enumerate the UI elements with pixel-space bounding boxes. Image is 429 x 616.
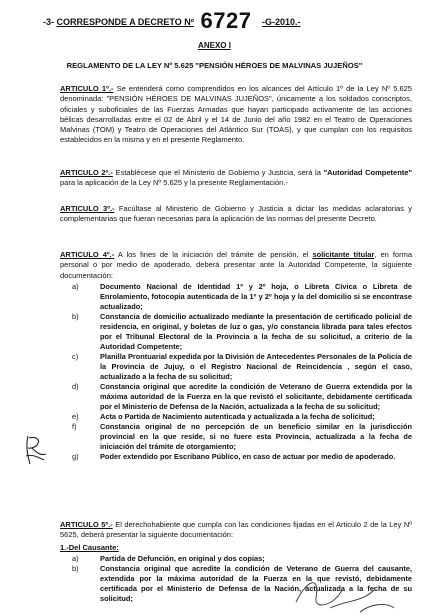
list-item: a) Partida de Defunción, en original y dos copias;	[72, 554, 265, 563]
article-2-text-a: Establécese que el Ministerio de Gobierno y Justicia, será la	[112, 168, 324, 177]
list-item: a) Documento Nacional de Identidad 1º y 2º hoja, o Libreta Cívica o Libreta de Enrolamiento, fotocopia autenticada de la 1º y 2º hoja y la del domicilio si se encontrase actualizado;	[72, 282, 412, 311]
list-item: d) Constancia original que acredite la condición de Veterano de Guerra extendida por la máxima autoridad de la Fuerza en la que revistó el solicitante, debidamente certificada por el Ministerio de Defensa de la Nación, actualizada a la fecha de su solicitud;	[72, 382, 412, 411]
article-4-text-b: , en forma personal o por medio de apoderado, deberá presentar ante la Autoridad Competente, la siguiente documentación:	[60, 250, 413, 280]
article-3-text: Facúltase al Ministerio de Gobierno y Justicia a dictar las medidas aclaratorias y complementarias que fueran necesarias para la aplicación de las normas del presente Decreto.	[60, 204, 413, 224]
decree-header	[43, 8, 301, 34]
list-item: f) Constancia original de no percepción de un beneficio similar en la jurisdicción provincial en la que reside, si no fuere esta Provincia, actualizada a la fecha de iniciación del trámite de otorgamiento;	[72, 422, 412, 451]
article-2-label: ARTICULO 2º.-	[60, 168, 113, 177]
article-1	[60, 84, 412, 146]
decree-suffix: -G-2010.-	[261, 17, 301, 27]
article-2	[60, 168, 412, 189]
regulation-title: REGLAMENTO DE LA LEY Nº 5.625 "PENSIÓN HÉROES DE MALVINAS JUJEÑOS"	[66, 61, 363, 70]
article-4-text-underlined: solicitante titular	[312, 250, 375, 259]
article-4-label: ARTICULO 4º.-	[60, 250, 115, 259]
list-item: b) Constancia de domicilio actualizado mediante la presentación de certificado policial de residencia, en original, y boletas de luz o gas, y/o constancia librada para tales efectos por el Tribunal Electoral de la Provincia a la fecha de su solicitud, a criterio de la Autoridad Competente;	[72, 312, 412, 351]
article-4-list	[60, 282, 412, 462]
decree-label: CORRESPONDE A DECRETO Nº	[56, 17, 194, 27]
article-4	[60, 250, 412, 281]
list-item: b) Constancia original que acredite la condición de Veterano de Guerra del causante, extendida por la máxima autoridad de la Fuerza en la que revistó, debidamente certificada por el Ministerio de Defensa de la Nación, actualizada a la fecha de su solicitud;	[72, 564, 412, 603]
handwritten-initial-mark	[22, 432, 50, 468]
decree-number: 6727	[200, 8, 252, 33]
article-5-label: ARTICULO 5º.-	[60, 520, 113, 529]
article-4-text-a: A los fines de la iniciación del trámite de pensión, el	[114, 250, 313, 259]
article-5-subheading: 1.-Del Causante:	[60, 543, 119, 552]
article-2-text-b: para la aplicación de la Ley Nº 5.625 y la presente Reglamentación.-	[60, 178, 288, 188]
article-5-text: El derechohabiente que cumpla con las condiciones fijadas en el Articulo 2 de la Ley Nº 5625, deberá presentar la siguiente documentación:	[60, 520, 412, 540]
page-number: -3-	[43, 17, 54, 27]
article-5	[60, 520, 412, 541]
article-1-label: ARTICULO 1º.-	[60, 84, 114, 93]
handwritten-signature-mark	[290, 572, 400, 616]
article-1-text: Se entenderá como comprendidos en los alcances del Artículo 1º de la Ley Nº 5.625 denominada: "PENSIÓN HÉROES DE MALVINAS JUJEÑOS", únicamente a los soldados conscriptos, oficiales y suboficiales de las Fuerzas Armadas que hayan participado activamente de las acciones bélicas desarrolladas entre el 02 de Abril y el 14 de Junio del año 1982 en el Teatro de Operaciones Malvinas (TOM) y Teatro de Operaciones del Atlántico Sur (TOAS), y que cumplan con los requisitos establecidos en la misma y en el presente Reglamento.	[60, 84, 412, 145]
list-item: e) Acta o Partida de Nacimiento autenticada y actualizada a la fecha de solicitud;	[72, 412, 375, 421]
article-3-label: ARTICULO 3º.-	[60, 204, 115, 213]
article-2-text-bold: "Autoridad Competente"	[323, 168, 413, 177]
list-item: c) Planilla Prontuarial expedida por la División de Antecedentes Personales de la Policía de la Provincia de Jujuy, o el Registro Nacional de Reincidencia , según el caso, actualizado a la fecha de su solicitud;	[72, 352, 412, 381]
annex-title: ANEXO I	[198, 41, 231, 50]
list-item: g) Poder extendido por Escribano Público, en caso de actuar por medio de apoderado.	[72, 452, 396, 461]
article-3	[60, 204, 412, 225]
